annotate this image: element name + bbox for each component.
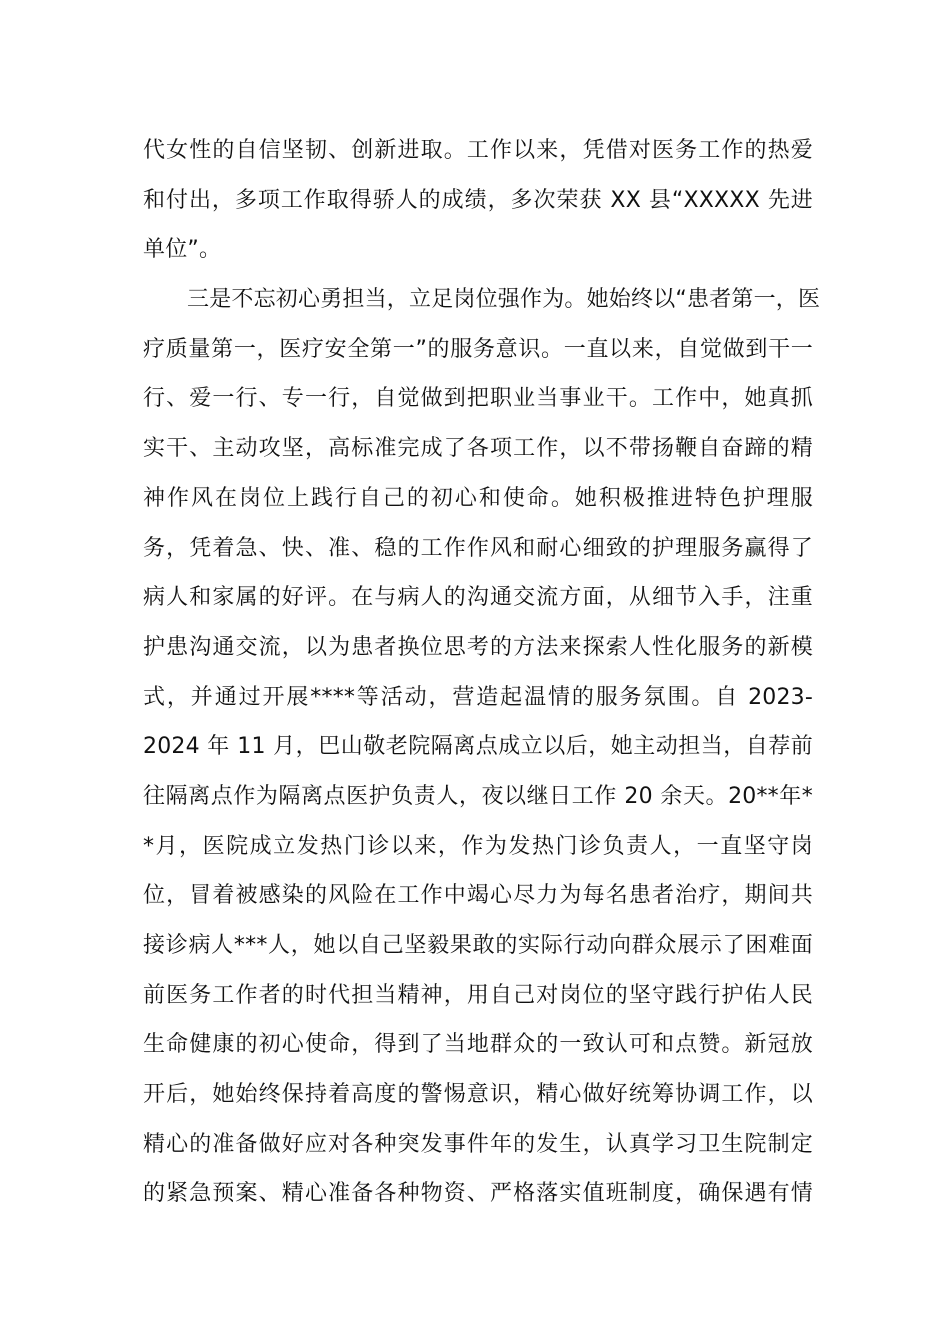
text-line: 的紧急预案、精心准备各种物资、严格落实值班制度，确保遇有情 <box>143 1181 813 1207</box>
text-line: 位，冒着被感染的风险在工作中竭心尽力为每名患者治疗，期间共 <box>143 883 813 909</box>
text-line: 务，凭着急、快、准、稳的工作作风和耐心细致的护理服务赢得了 <box>143 535 813 561</box>
text-line: 实干、主动攻坚，高标准完成了各项工作，以不带扬鞭自奋蹄的精 <box>143 436 813 462</box>
text-line: 行、爱一行、专一行，自觉做到把职业当事业干。工作中，她真抓 <box>143 386 813 412</box>
text-line: 接诊病人***人，她以自己坚毅果敢的实际行动向群众展示了困难面 <box>143 933 813 958</box>
text-line: 单位”。 <box>143 237 222 263</box>
text-line: 代女性的自信坚韧、创新进取。工作以来，凭借对医务工作的热爱 <box>143 138 813 163</box>
text-line: 开后，她始终保持着高度的警惕意识，精心做好统筹协调工作，以 <box>143 1082 813 1108</box>
text-line: 生命健康的初心使命，得到了当地群众的一致认可和点赞。新冠放 <box>143 1032 813 1058</box>
text-line: 病人和家属的好评。在与病人的沟通交流方面，从细节入手，注重 <box>143 585 813 611</box>
text-line: 式，并通过开展****等活动，营造起温情的服务氛围。自 2023- <box>143 684 813 710</box>
document-body <box>143 126 821 1219</box>
text-line: 2024 年 11 月，巴山敬老院隔离点成立以后，她主动担当，自荐前 <box>143 734 813 760</box>
text-line: 疗质量第一，医疗安全第一”的服务意识。一直以来，自觉做到干一 <box>143 336 813 362</box>
text-line: 和付出，多项工作取得骄人的成绩，多次荣获 XX 县“XXXXX 先进 <box>143 187 813 213</box>
text-line: 神作风在岗位上践行自己的初心和使命。她积极推进特色护理服 <box>143 485 813 511</box>
text-line: 往隔离点作为隔离点医护负责人，夜以继日工作 20 余天。20**年* <box>143 783 813 809</box>
text-line: *月，医院成立发热门诊以来，作为发热门诊负责人，一直坚守岗 <box>143 833 813 859</box>
text-line: 护患沟通交流，以为患者换位思考的方法来探索人性化服务的新模 <box>143 634 813 660</box>
text-line: 前医务工作者的时代担当精神，用自己对岗位的坚守践行护佑人民 <box>143 982 813 1008</box>
paragraph-first-line: 三是不忘初心勇担当，立足岗位强作为。她始终以“患者第一，医 <box>187 287 821 313</box>
text-line: 精心的准备做好应对各种突发事件年的发生，认真学习卫生院制定 <box>143 1131 813 1157</box>
